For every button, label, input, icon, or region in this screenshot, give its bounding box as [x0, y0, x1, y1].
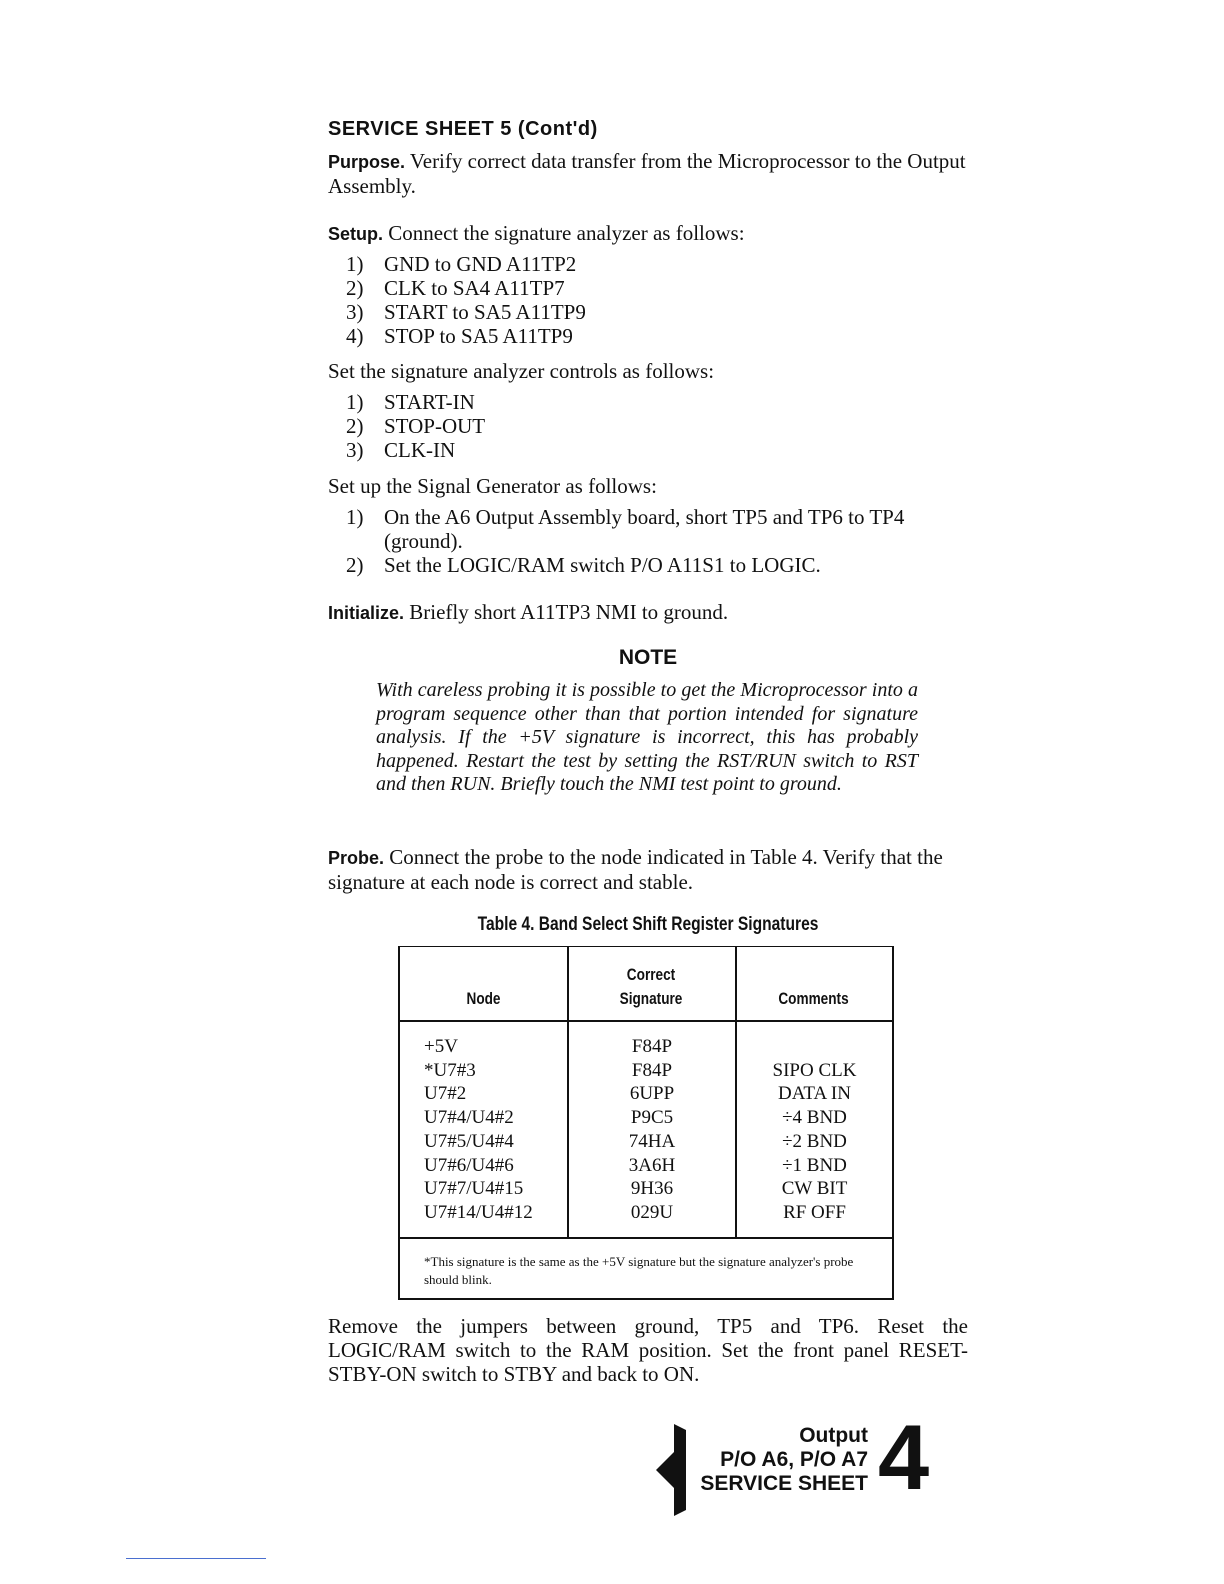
- table-cell: U7#6/U4#6: [424, 1154, 514, 1176]
- table-cell: U7#14/U4#12: [424, 1201, 533, 1223]
- note-title: NOTE: [618, 646, 678, 669]
- table-cell: SIPO CLK: [772, 1059, 857, 1081]
- table-cell: ÷4 BND: [782, 1107, 847, 1129]
- service-sheet-number: 4: [878, 1407, 930, 1509]
- initialize-paragraph: [328, 600, 968, 625]
- table-cell: *U7#3: [424, 1059, 476, 1081]
- setup-text: Connect the signature analyzer as follows:: [388, 221, 745, 245]
- list-item: 3) CLK-IN: [346, 438, 456, 462]
- purpose-text: Verify correct data transfer from the Microprocessor to the Output Assembly.: [328, 149, 966, 198]
- list-item: 2) Set the LOGIC/RAM switch P/O A11S1 to LOGIC.: [346, 553, 821, 577]
- list-item: 1) START-IN: [346, 390, 475, 414]
- table-cell: U7#5/U4#4: [424, 1130, 514, 1152]
- table-cell: 6UPP: [629, 1083, 675, 1105]
- table-cell: RF OFF: [783, 1201, 846, 1223]
- table-cell: 029U: [630, 1201, 674, 1223]
- controls-list: [346, 390, 966, 462]
- setup-label: Setup.: [328, 224, 384, 244]
- table-footnote: *This signature is the same as the +5V signature but the signature analyzer's probe should blink.: [424, 1254, 854, 1287]
- left-arrow-icon: [654, 1424, 686, 1516]
- list-item: 1) On the A6 Output Assembly board, short TP5 and TP6 to TP4 (ground).: [346, 505, 905, 553]
- setup-paragraph: [328, 221, 968, 246]
- probe-text: Connect the probe to the node indicated in Table 4. Verify that the signature at each node is correct and stable.: [328, 845, 943, 894]
- table-title: Table 4. Band Select Shift Register Signatures: [477, 914, 819, 935]
- controls-intro: Set the signature analyzer controls as follows:: [328, 359, 715, 383]
- table-cell: F84P: [631, 1036, 673, 1057]
- initialize-text: Briefly short A11TP3 NMI to ground.: [409, 600, 729, 624]
- purpose-label: Purpose.: [328, 152, 406, 172]
- table-cell: CW BIT: [781, 1178, 848, 1200]
- footer-sheet-label: SERVICE SHEET: [700, 1472, 868, 1495]
- generator-list: [346, 505, 966, 577]
- header-node: Node: [466, 989, 501, 1008]
- table-cell: +5V: [424, 1036, 458, 1057]
- closing-paragraph: Remove the jumpers between ground, TP5 and TP6. Reset the LOGIC/RAM switch to the RAM position. Set the front panel RESET-STBY-ON switch to STBY and back to ON.: [328, 1314, 968, 1386]
- header-comments: Comments: [778, 989, 849, 1008]
- table-cell: [737, 1035, 892, 1059]
- generator-intro: Set up the Signal Generator as follows:: [328, 474, 657, 498]
- comments-column: [737, 1035, 892, 1225]
- list-item: 1) GND to GND A11TP2: [346, 252, 577, 276]
- node-column: [424, 1035, 564, 1225]
- list-item: 2) CLK to SA4 A11TP7: [346, 276, 565, 300]
- table-cell: F84P: [631, 1059, 673, 1081]
- table-cell: 74HA: [628, 1130, 676, 1152]
- page-edge-rule: [126, 1558, 266, 1559]
- table-cell: DATA IN: [778, 1083, 851, 1105]
- signature-column: [569, 1035, 735, 1225]
- list-item: 4) STOP to SA5 A11TP9: [346, 324, 573, 348]
- table-cell: ÷2 BND: [782, 1130, 847, 1152]
- setup-list: [346, 252, 966, 348]
- footer-assembly-label: P/O A6, P/O A7: [720, 1448, 868, 1471]
- probe-paragraph: [328, 845, 968, 894]
- list-item: 3) START to SA5 A11TP9: [346, 300, 586, 324]
- footnote-rule: [400, 1237, 892, 1239]
- table-cell: ÷1 BND: [782, 1154, 847, 1176]
- table-cell: U7#7/U4#15: [424, 1178, 524, 1200]
- table-cell: P9C5: [630, 1107, 674, 1129]
- list-item: 2) STOP-OUT: [346, 414, 486, 438]
- header-rule: [400, 1020, 892, 1022]
- initialize-label: Initialize.: [328, 603, 405, 623]
- signature-table: [398, 946, 894, 1300]
- probe-label: Probe.: [328, 848, 385, 868]
- table-cell: 9H36: [630, 1178, 674, 1200]
- page-title: SERVICE SHEET 5 (Cont'd): [328, 118, 598, 140]
- table-cell: U7#4/U4#2: [424, 1107, 514, 1129]
- header-signature-line1: Correct: [626, 965, 676, 984]
- header-signature-line2: Signature: [619, 989, 683, 1008]
- footer-section-label: Output: [799, 1424, 868, 1447]
- table-cell: 3A6H: [628, 1154, 676, 1176]
- purpose-paragraph: [328, 149, 968, 198]
- note-body: With careless probing it is possible to get the Microprocessor into a program sequence other than that portion intended for signature analysis. If the +5V signature is incorrect, this has probably happened. Restart the test by setting the RST/RUN switch to RST and then RUN. Briefly touch the NMI test point to ground.: [376, 679, 918, 796]
- table-cell: U7#2: [424, 1083, 467, 1105]
